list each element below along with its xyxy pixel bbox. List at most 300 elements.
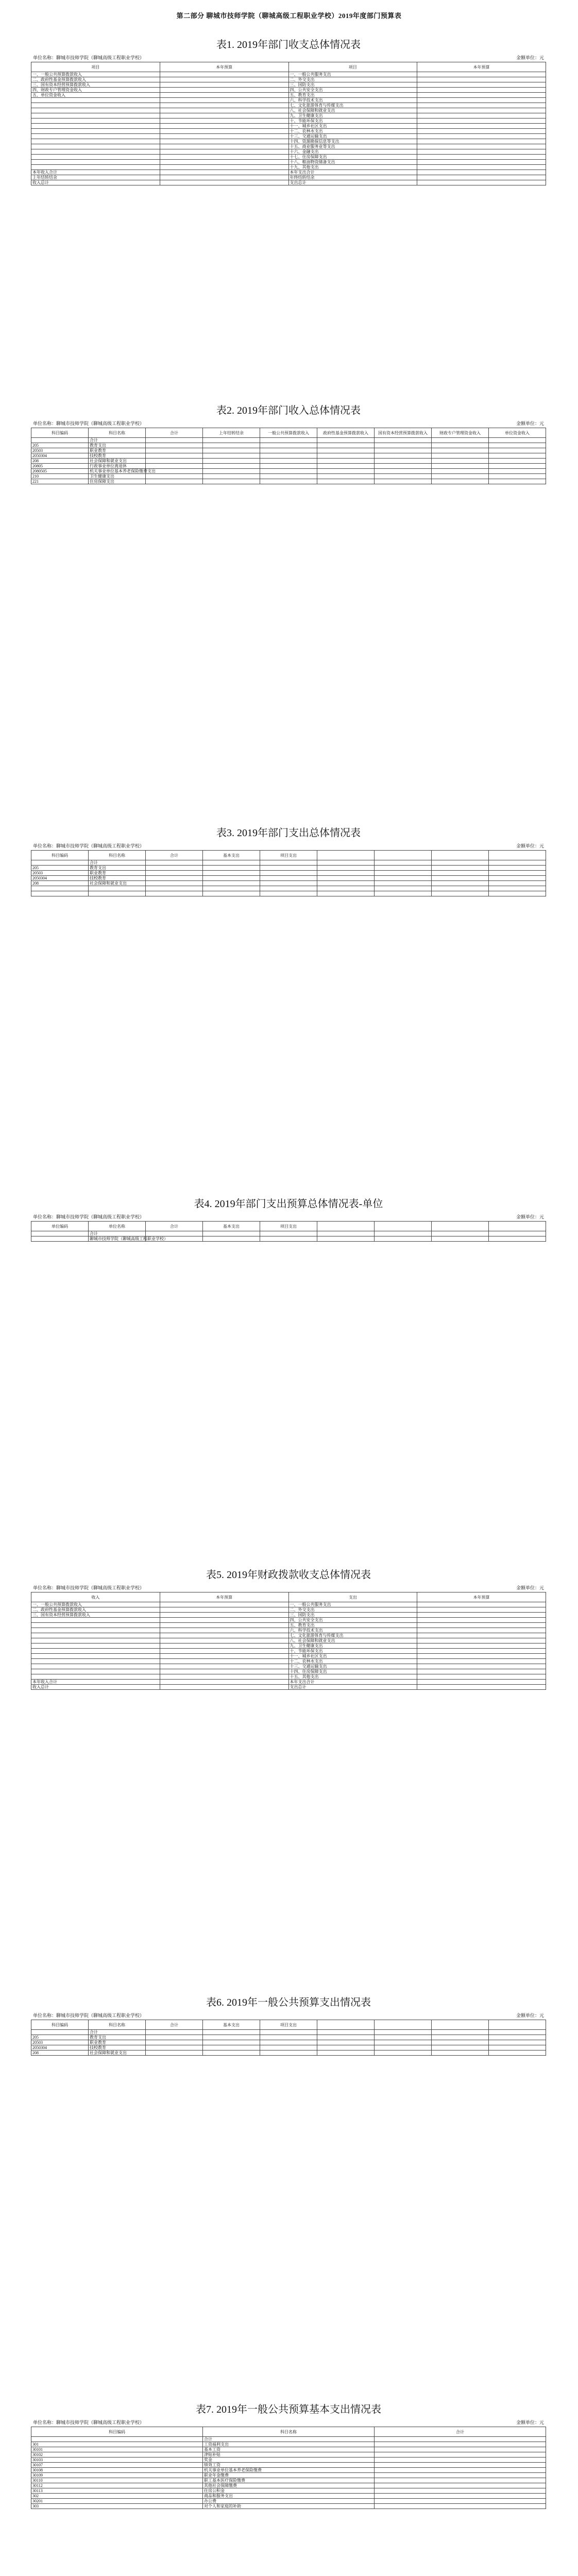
table-cell xyxy=(31,165,160,170)
column-header xyxy=(489,1222,546,1231)
column-header xyxy=(489,851,546,860)
table-row xyxy=(31,2504,546,2509)
table-cell xyxy=(260,871,317,876)
table-cell xyxy=(31,1659,160,1664)
table-cell: 303 xyxy=(31,2504,203,2509)
table-cell xyxy=(160,103,288,108)
table-cell xyxy=(489,876,546,881)
column-header: 本年预算 xyxy=(160,62,288,72)
table-cell xyxy=(432,1231,489,1236)
table-title: 表3. 2019年部门支出总体情况表 xyxy=(216,827,361,839)
table-cell xyxy=(317,891,375,896)
table-cell xyxy=(417,1659,546,1664)
table-cell xyxy=(417,1618,546,1623)
table-cell xyxy=(489,443,546,448)
table-cell xyxy=(432,2030,489,2035)
table-cell xyxy=(260,464,317,469)
table-cell: 技校教育 xyxy=(89,876,146,881)
table-cell xyxy=(31,118,160,124)
table-cell: 二、外交支出 xyxy=(288,1607,417,1613)
table-cell xyxy=(317,2035,375,2040)
table-cell: 机关事业单位基本养老保险缴费 xyxy=(203,2468,375,2473)
table-cell xyxy=(146,464,203,469)
table-cell xyxy=(375,2483,546,2488)
table-cell: 七、文化旅游体育与传媒支出 xyxy=(288,1633,417,1638)
table-cell xyxy=(31,1674,160,1680)
table-cell: 30112 xyxy=(31,2483,203,2488)
table-cell: 三、国防支出 xyxy=(288,82,417,88)
table-cell xyxy=(417,118,546,124)
table-section-7 xyxy=(31,2401,546,2509)
table-cell: 本年收入合计 xyxy=(31,1680,160,1685)
table-row xyxy=(31,2045,546,2050)
table-cell xyxy=(203,469,260,474)
table-row xyxy=(31,2035,546,2040)
table-cell xyxy=(160,98,288,103)
table-cell xyxy=(417,170,546,175)
table-cell: 一、一般公共服务支出 xyxy=(288,72,417,77)
table-row xyxy=(31,129,546,134)
table-cell: 210 xyxy=(31,474,89,479)
table-cell xyxy=(417,1649,546,1654)
table-cell xyxy=(417,72,546,77)
table-row xyxy=(31,72,546,77)
table-cell xyxy=(375,1236,432,1242)
table-cell: 302 xyxy=(31,2494,203,2499)
table-cell xyxy=(31,2437,203,2442)
table-row xyxy=(31,88,546,93)
column-header: 合计 xyxy=(146,851,203,860)
table-cell: 奖金 xyxy=(203,2458,375,2463)
table-cell: 208 xyxy=(31,2050,89,2056)
table-cell xyxy=(260,469,317,474)
document-title: 第二部分 聊城市技师学院（聊城高级工程职业学校）2019年度部门预算表 xyxy=(176,12,402,20)
table-cell xyxy=(417,1685,546,1690)
unit-name: 单位名称：聊城市技师学院（聊城高级工程职业学校） xyxy=(33,843,145,849)
column-header: 政府性基金预算拨款收入 xyxy=(317,428,375,438)
table-cell xyxy=(375,891,432,896)
column-header: 单位资金收入 xyxy=(489,428,546,438)
table-row xyxy=(31,82,546,88)
table-cell: 十四、资源勘探信息等支出 xyxy=(288,139,417,144)
table-row xyxy=(31,1623,546,1628)
table-cell xyxy=(375,2045,432,2050)
table-cell xyxy=(317,866,375,871)
table-cell: 本年支出合计 xyxy=(288,1680,417,1685)
table-meta xyxy=(33,1584,544,1591)
table-cell: 208 xyxy=(31,459,89,464)
table-cell xyxy=(375,871,432,876)
table-title: 表5. 2019年财政拨款收支总体情况表 xyxy=(206,1569,371,1581)
table-cell xyxy=(489,1236,546,1242)
table-cell xyxy=(489,1231,546,1236)
table-cell xyxy=(432,860,489,866)
table-row xyxy=(31,1659,546,1664)
table-cell: 20503 xyxy=(31,871,89,876)
table-cell xyxy=(375,2035,432,2040)
table-cell xyxy=(260,2040,317,2045)
table-cell xyxy=(31,129,160,134)
table-cell: 技校教育 xyxy=(89,2045,146,2050)
header-row xyxy=(31,2427,546,2437)
table-cell: 十一、城乡社区支出 xyxy=(288,124,417,129)
table-cell xyxy=(146,876,203,881)
table-cell xyxy=(375,2040,432,2045)
table-cell: 十九、其他支出 xyxy=(288,165,417,170)
table-row xyxy=(31,2483,546,2488)
column-header: 单位编码 xyxy=(31,1222,89,1231)
table-cell: 本年收入合计 xyxy=(31,170,160,175)
table-cell xyxy=(489,866,546,871)
unit-name: 单位名称：聊城市技师学院（聊城高级工程职业学校） xyxy=(33,1214,145,1219)
table-cell: 一、一般公共预算拨款收入 xyxy=(31,72,160,77)
table-cell: 十四、住房保障支出 xyxy=(288,1669,417,1674)
table-cell xyxy=(489,860,546,866)
table-cell xyxy=(489,453,546,459)
table-cell xyxy=(260,886,317,891)
table-cell xyxy=(417,103,546,108)
table-cell xyxy=(31,2030,89,2035)
table-row xyxy=(31,1643,546,1649)
column-header: 科目编码 xyxy=(31,851,89,860)
table-cell: 二、政府性基金预算拨款收入 xyxy=(31,77,160,82)
column-header: 本年预算 xyxy=(417,1592,546,1602)
table-cell: 社会保障和就业支出 xyxy=(89,881,146,886)
table-row xyxy=(31,1654,546,1659)
table-cell xyxy=(489,474,546,479)
table-cell xyxy=(160,113,288,118)
table-cell: 十五、商业服务业等支出 xyxy=(288,144,417,149)
table-cell xyxy=(160,1628,288,1633)
table-cell: 30108 xyxy=(31,2468,203,2473)
table-row xyxy=(31,1231,546,1236)
table-cell: 本年支出合计 xyxy=(288,170,417,175)
table-cell: 合计 xyxy=(89,438,146,443)
table-cell xyxy=(203,459,260,464)
table-cell: 30201 xyxy=(31,2499,203,2504)
table-cell: 208 xyxy=(31,881,89,886)
table-cell xyxy=(203,860,260,866)
table-cell: 八、社会保障和就业支出 xyxy=(288,108,417,113)
table-cell xyxy=(160,180,288,185)
table-cell xyxy=(375,2437,546,2442)
table-cell xyxy=(31,1236,89,1242)
table-row xyxy=(31,2463,546,2468)
table-cell xyxy=(317,881,375,886)
table-cell: 20805 xyxy=(31,464,89,469)
table-row xyxy=(31,448,546,453)
table-cell xyxy=(31,160,160,165)
table-cell xyxy=(31,155,160,160)
table-cell xyxy=(160,72,288,77)
header-row xyxy=(31,428,546,438)
column-header: 合计 xyxy=(375,2427,546,2437)
table-cell xyxy=(146,881,203,886)
budget-table xyxy=(31,62,546,185)
table-cell xyxy=(317,479,375,484)
table-row xyxy=(31,175,546,180)
table-cell xyxy=(203,871,260,876)
table-cell xyxy=(160,1669,288,1674)
table-cell xyxy=(489,2035,546,2040)
table-cell xyxy=(417,144,546,149)
table-cell: 七、文化旅游体育与传媒支出 xyxy=(288,103,417,108)
table-cell xyxy=(417,180,546,185)
table-cell xyxy=(317,448,375,453)
table-cell xyxy=(160,139,288,144)
table-cell xyxy=(203,2045,260,2050)
budget-table xyxy=(31,1592,546,1690)
table-row xyxy=(31,1680,546,1685)
table-cell xyxy=(375,881,432,886)
table-cell xyxy=(146,2050,203,2056)
table-cell xyxy=(417,98,546,103)
unit-name: 单位名称：聊城市技师学院（聊城高级工程职业学校） xyxy=(33,421,145,426)
table-row xyxy=(31,866,546,871)
column-header: 基本支出 xyxy=(203,851,260,860)
table-cell xyxy=(317,2045,375,2050)
currency-unit: 金额单位：元 xyxy=(516,2013,544,2018)
unit-name: 单位名称：聊城市技师学院（聊城高级工程职业学校） xyxy=(33,2420,145,2425)
column-header: 基本支出 xyxy=(203,1222,260,1231)
table-cell: 2050304 xyxy=(31,2045,89,2050)
table-cell xyxy=(146,448,203,453)
table-row xyxy=(31,876,546,881)
table-cell: 社会保障和就业支出 xyxy=(89,459,146,464)
table-row xyxy=(31,1607,546,1613)
table-cell: 30109 xyxy=(31,2473,203,2478)
table-cell xyxy=(375,474,432,479)
column-header: 合计 xyxy=(146,2020,203,2030)
table-cell: 205 xyxy=(31,866,89,871)
table-cell xyxy=(432,2040,489,2045)
table-row xyxy=(31,98,546,103)
table-cell: 五、教育支出 xyxy=(288,1623,417,1628)
table-cell xyxy=(489,2030,546,2035)
table-cell: 30110 xyxy=(31,2478,203,2483)
table-cell xyxy=(203,2040,260,2045)
table-cell xyxy=(31,1618,160,1623)
table-row xyxy=(31,1649,546,1654)
table-cell xyxy=(432,886,489,891)
table-cell xyxy=(203,2050,260,2056)
table-row xyxy=(31,474,546,479)
table-cell xyxy=(146,453,203,459)
table-cell xyxy=(160,134,288,139)
table-cell: 合计 xyxy=(89,2030,146,2035)
table-cell xyxy=(489,2050,546,2056)
table-cell: 2050304 xyxy=(31,876,89,881)
table-cell xyxy=(31,1654,160,1659)
table-cell xyxy=(417,155,546,160)
table-cell xyxy=(317,2030,375,2035)
table-cell xyxy=(31,149,160,155)
column-header xyxy=(317,1222,375,1231)
table-row xyxy=(31,170,546,175)
table-cell xyxy=(160,1674,288,1680)
table-cell: 工资福利支出 xyxy=(203,2442,375,2447)
currency-unit: 金额单位：元 xyxy=(516,1585,544,1590)
table-cell xyxy=(31,1649,160,1654)
table-cell xyxy=(203,881,260,886)
currency-unit: 金额单位：元 xyxy=(516,421,544,426)
table-row xyxy=(31,871,546,876)
table-cell xyxy=(489,479,546,484)
column-header: 支出 xyxy=(288,1592,417,1602)
column-header xyxy=(375,2020,432,2030)
table-cell xyxy=(146,2045,203,2050)
table-cell xyxy=(146,2035,203,2040)
table-cell xyxy=(146,860,203,866)
table-cell: 聊城市技师学院（聊城高级工程职业学校） xyxy=(89,1236,146,1242)
table-title: 表7. 2019年一般公共预算基本支出情况表 xyxy=(196,2404,381,2415)
table-cell xyxy=(317,2040,375,2045)
table-cell: 绩效工资 xyxy=(203,2463,375,2468)
table-cell xyxy=(489,891,546,896)
table-cell xyxy=(160,1623,288,1628)
table-cell xyxy=(146,886,203,891)
table-cell xyxy=(31,103,160,108)
table-row xyxy=(31,1628,546,1633)
table-cell xyxy=(375,2504,546,2509)
table-cell: 十五、其他支出 xyxy=(288,1674,417,1680)
table-cell xyxy=(432,891,489,896)
table-cell xyxy=(417,160,546,165)
table-cell xyxy=(31,886,89,891)
column-header: 一般公共预算拨款收入 xyxy=(260,428,317,438)
table-meta xyxy=(33,2012,544,2019)
table-cell xyxy=(160,1602,288,1607)
table-cell xyxy=(417,1633,546,1638)
table-cell xyxy=(203,866,260,871)
column-header xyxy=(489,2020,546,2030)
table-cell xyxy=(260,2045,317,2050)
table-cell xyxy=(31,1623,160,1628)
table-cell: 职业教育 xyxy=(89,448,146,453)
table-cell: 教育支出 xyxy=(89,2035,146,2040)
column-header: 科目编码 xyxy=(31,2427,203,2437)
column-header xyxy=(432,851,489,860)
table-title: 表4. 2019年部门支出预算总体情况表-单位 xyxy=(194,1198,383,1210)
table-cell xyxy=(375,866,432,871)
table-cell xyxy=(160,93,288,98)
table-cell xyxy=(432,438,489,443)
table-cell xyxy=(260,2030,317,2035)
table-cell xyxy=(31,891,89,896)
table-cell xyxy=(417,1638,546,1643)
table-cell xyxy=(260,443,317,448)
table-row xyxy=(31,438,546,443)
table-cell xyxy=(146,443,203,448)
table-cell xyxy=(31,108,160,113)
table-cell: 五、教育支出 xyxy=(288,93,417,98)
table-cell xyxy=(489,2040,546,2045)
table-row xyxy=(31,2494,546,2499)
table-cell xyxy=(160,1664,288,1669)
table-row xyxy=(31,180,546,185)
table-cell: 基本工资 xyxy=(203,2447,375,2452)
table-cell xyxy=(317,474,375,479)
table-cell xyxy=(417,77,546,82)
table-cell xyxy=(417,1680,546,1685)
column-header: 项目 xyxy=(31,62,160,72)
table-cell xyxy=(432,453,489,459)
table-cell xyxy=(31,139,160,144)
table-cell xyxy=(31,113,160,118)
table-cell xyxy=(417,134,546,139)
column-header xyxy=(432,2020,489,2030)
table-cell: 职业年金缴费 xyxy=(203,2473,375,2478)
table-cell: 30107 xyxy=(31,2463,203,2468)
table-cell xyxy=(160,82,288,88)
table-cell xyxy=(146,2040,203,2045)
table-cell: 2080505 xyxy=(31,469,89,474)
table-cell xyxy=(31,144,160,149)
table-cell xyxy=(375,438,432,443)
table-row xyxy=(31,134,546,139)
column-header: 本年预算 xyxy=(417,62,546,72)
table-cell xyxy=(417,139,546,144)
table-cell: 商品和服务支出 xyxy=(203,2494,375,2499)
table-row xyxy=(31,459,546,464)
table-cell xyxy=(432,459,489,464)
table-row xyxy=(31,2468,546,2473)
table-cell xyxy=(146,2030,203,2035)
currency-unit: 金额单位：元 xyxy=(516,55,544,60)
table-cell xyxy=(203,1236,260,1242)
table-cell: 30102 xyxy=(31,2452,203,2458)
table-cell xyxy=(260,479,317,484)
table-cell: 上年结转结余 xyxy=(31,175,160,180)
table-cell xyxy=(203,886,260,891)
column-header xyxy=(375,851,432,860)
table-cell xyxy=(375,448,432,453)
column-header: 科目名称 xyxy=(89,428,146,438)
table-section-6 xyxy=(31,1994,546,2056)
table-cell: 合计 xyxy=(89,1231,146,1236)
table-cell: 十六、金融支出 xyxy=(288,149,417,155)
table-cell xyxy=(31,1669,160,1674)
table-row xyxy=(31,2499,546,2504)
table-cell: 205 xyxy=(31,2035,89,2040)
table-cell xyxy=(31,1638,160,1643)
table-cell xyxy=(203,453,260,459)
table-cell xyxy=(146,866,203,871)
table-cell: 30101 xyxy=(31,2447,203,2452)
column-header: 科目名称 xyxy=(89,851,146,860)
table-cell: 十二、农林水支出 xyxy=(288,1659,417,1664)
table-cell xyxy=(417,113,546,118)
table-cell: 301 xyxy=(31,2442,203,2447)
table-row xyxy=(31,1602,546,1607)
table-cell xyxy=(31,124,160,129)
table-cell xyxy=(160,1680,288,1685)
table-cell: 社会保障和就业支出 xyxy=(89,2050,146,2056)
table-cell xyxy=(317,860,375,866)
budget-table xyxy=(31,2020,546,2056)
table-cell xyxy=(260,881,317,886)
currency-unit: 金额单位：元 xyxy=(516,2420,544,2425)
table-cell: 年终结转结余 xyxy=(288,175,417,180)
table-row xyxy=(31,124,546,129)
table-cell xyxy=(375,1231,432,1236)
budget-table xyxy=(31,1221,546,1242)
table-cell xyxy=(160,1613,288,1618)
table-cell xyxy=(146,438,203,443)
table-cell: 住房保障支出 xyxy=(89,479,146,484)
table-row xyxy=(31,108,546,113)
column-header: 项目支出 xyxy=(260,851,317,860)
